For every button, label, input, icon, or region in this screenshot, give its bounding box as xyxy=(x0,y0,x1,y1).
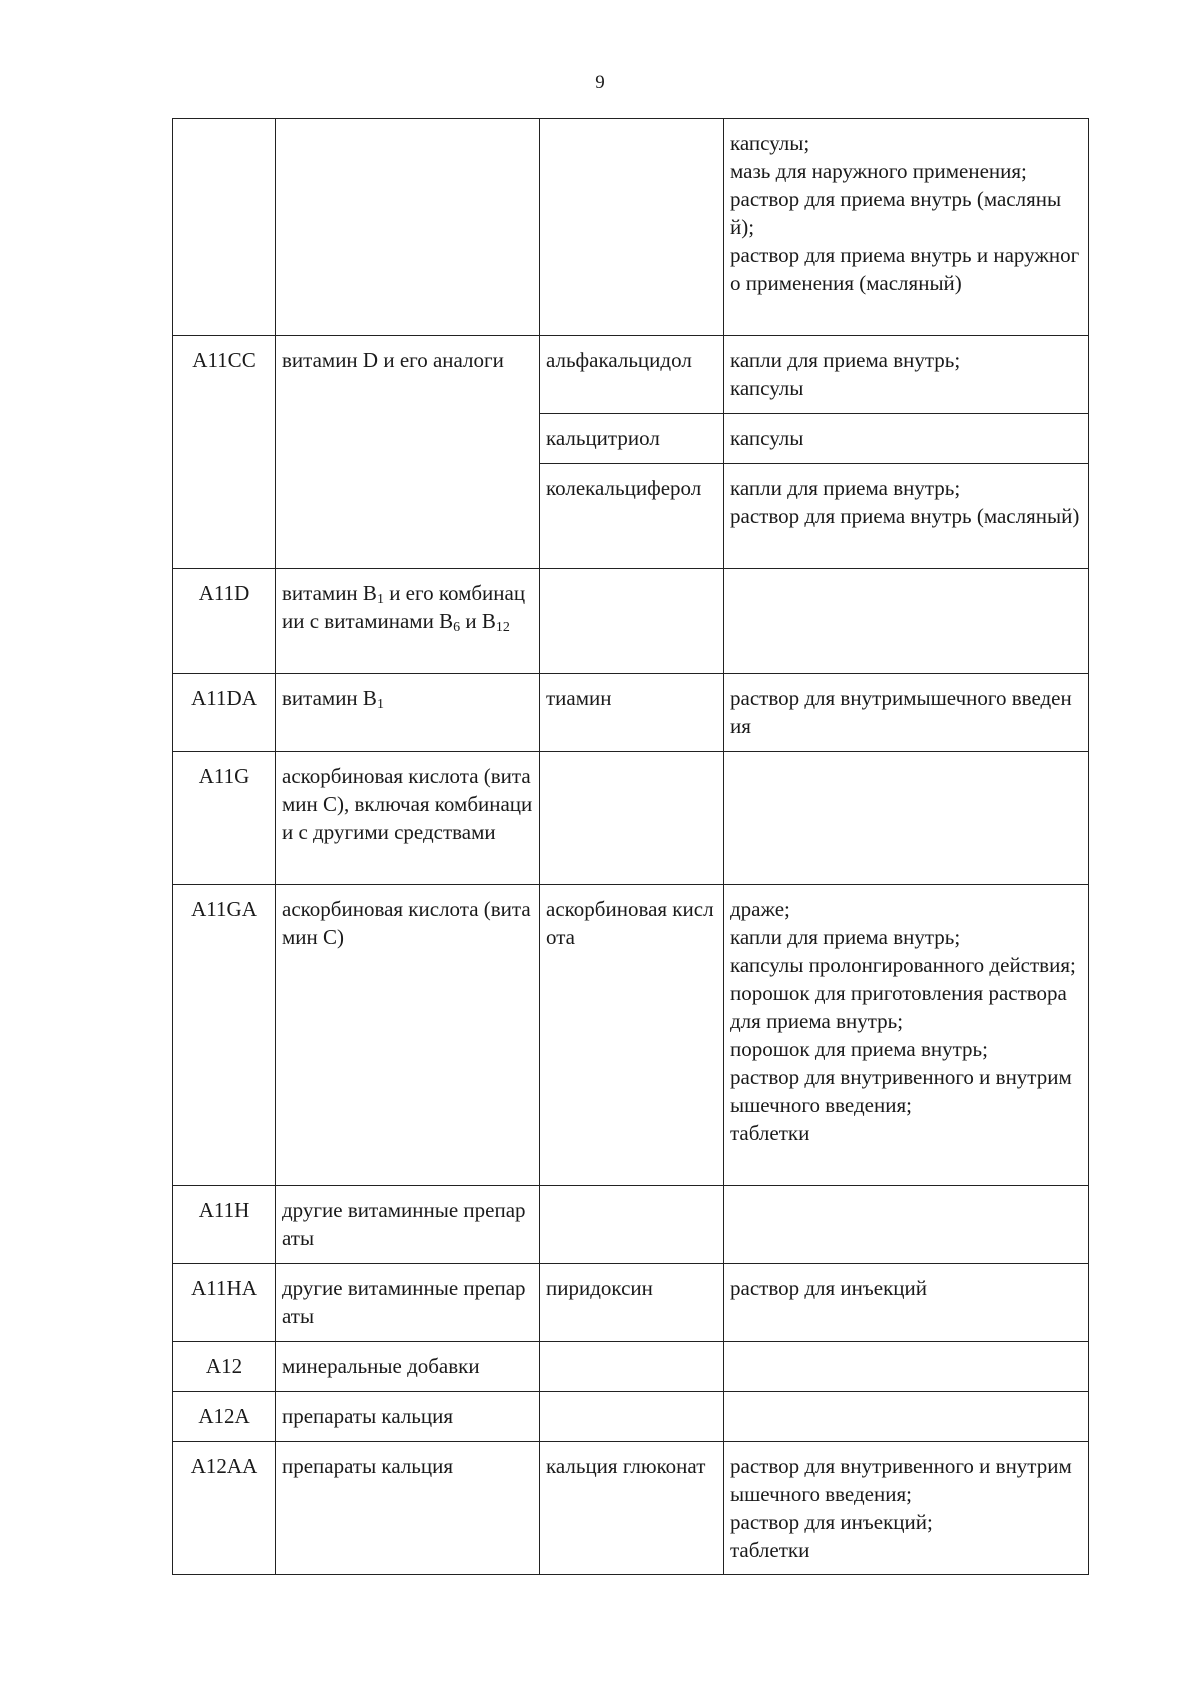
dosage-form: раствор для внутримышечного введения xyxy=(730,686,1072,738)
table-row xyxy=(173,119,1089,336)
atc-code-cell: A12 xyxy=(173,1342,276,1392)
dosage-forms-cell xyxy=(724,1342,1089,1392)
atc-code-cell: A11DA xyxy=(173,674,276,752)
drug-cell xyxy=(540,1392,724,1442)
group-cell: аскорбиновая кислота (витамин C), включая комбинации с другими средствами xyxy=(276,752,540,885)
atc-code-cell: A11G xyxy=(173,752,276,885)
dosage-form: раствор для приема внутрь (масляный); xyxy=(730,187,1062,239)
atc-code-cell xyxy=(173,119,276,336)
dosage-form: капли для приема внутрь; xyxy=(730,348,961,372)
drug-cell: кальцитриол xyxy=(540,414,724,464)
table-row xyxy=(173,1442,1089,1575)
dosage-form: раствор для инъекций; xyxy=(730,1510,933,1534)
table-row xyxy=(173,752,1089,885)
atc-code-cell: A12AA xyxy=(173,1442,276,1575)
group-cell: другие витаминные препараты xyxy=(276,1264,540,1342)
dosage-form: таблетки xyxy=(730,1121,810,1145)
dosage-forms-cell xyxy=(724,1264,1089,1342)
dosage-form: капсулы пролонгированного действия; xyxy=(730,953,1076,977)
dosage-form: раствор для внутривенного и внутримышечного введения; xyxy=(730,1065,1072,1117)
dosage-form: капсулы; xyxy=(730,131,810,155)
dosage-form: раствор для приема внутрь (масляный) xyxy=(730,504,1080,528)
group-cell: аскорбиновая кислота (витамин C) xyxy=(276,885,540,1186)
drug-cell xyxy=(540,1186,724,1264)
dosage-forms-cell xyxy=(724,885,1089,1186)
drug-cell xyxy=(540,119,724,336)
page-number: 9 xyxy=(595,72,605,93)
dosage-form: капсулы xyxy=(730,376,804,400)
dosage-form: капли для приема внутрь; xyxy=(730,925,961,949)
dosage-form: драже; xyxy=(730,897,790,921)
dosage-form: таблетки xyxy=(730,1538,810,1562)
atc-code-cell: A11HA xyxy=(173,1264,276,1342)
group-cell: минеральные добавки xyxy=(276,1342,540,1392)
table-row xyxy=(173,1264,1089,1342)
dosage-form: порошок для приема внутрь; xyxy=(730,1037,988,1061)
atc-code-cell: A11GA xyxy=(173,885,276,1186)
table-row xyxy=(173,674,1089,752)
group-cell: препараты кальция xyxy=(276,1442,540,1575)
dosage-form: капли для приема внутрь; xyxy=(730,476,961,500)
dosage-form: раствор для инъекций xyxy=(730,1276,927,1300)
table-row xyxy=(173,885,1089,1186)
drug-cell: кальция глюконат xyxy=(540,1442,724,1575)
drug-cell: альфакальцидол xyxy=(540,336,724,414)
table-row xyxy=(173,336,1089,414)
dosage-forms-cell xyxy=(724,119,1089,336)
group-cell: витамин $B_1$ xyxy=(276,674,540,752)
medicines-table xyxy=(172,118,1089,1575)
dosage-form: раствор для внутривенного и внутримышечного введения; xyxy=(730,1454,1072,1506)
atc-code-cell: A11D xyxy=(173,569,276,674)
table-row xyxy=(173,1392,1089,1442)
drug-cell: тиамин xyxy=(540,674,724,752)
dosage-forms-cell xyxy=(724,414,1089,464)
table-row xyxy=(173,569,1089,674)
dosage-forms-cell xyxy=(724,1392,1089,1442)
dosage-forms-cell xyxy=(724,464,1089,569)
atc-code-cell: A11CC xyxy=(173,336,276,569)
drug-cell: аскорбиновая кислота xyxy=(540,885,724,1186)
dosage-forms-cell xyxy=(724,336,1089,414)
dosage-form: капсулы xyxy=(730,426,804,450)
drug-cell: колекальциферол xyxy=(540,464,724,569)
dosage-form: мазь для наружного применения; xyxy=(730,159,1027,183)
table-row xyxy=(173,1186,1089,1264)
group-cell: витамин $B_1$ и его комбинации с витаминами $B_6$ и $B_{12}$ xyxy=(276,569,540,674)
group-cell: витамин D и его аналоги xyxy=(276,336,540,569)
atc-code-cell: A12A xyxy=(173,1392,276,1442)
dosage-forms-cell xyxy=(724,752,1089,885)
group-cell: препараты кальция xyxy=(276,1392,540,1442)
drug-cell xyxy=(540,752,724,885)
dosage-forms-cell xyxy=(724,674,1089,752)
atc-code-cell: A11H xyxy=(173,1186,276,1264)
group-cell: другие витаминные препараты xyxy=(276,1186,540,1264)
drug-cell xyxy=(540,569,724,674)
group-cell xyxy=(276,119,540,336)
dosage-forms-cell xyxy=(724,1186,1089,1264)
dosage-forms-cell xyxy=(724,569,1089,674)
dosage-forms-cell xyxy=(724,1442,1089,1575)
drug-cell xyxy=(540,1342,724,1392)
dosage-form: порошок для приготовления раствора для приема внутрь; xyxy=(730,981,1067,1033)
drug-cell: пиридоксин xyxy=(540,1264,724,1342)
table-row xyxy=(173,1342,1089,1392)
dosage-form: раствор для приема внутрь и наружного применения (масляный) xyxy=(730,243,1080,295)
